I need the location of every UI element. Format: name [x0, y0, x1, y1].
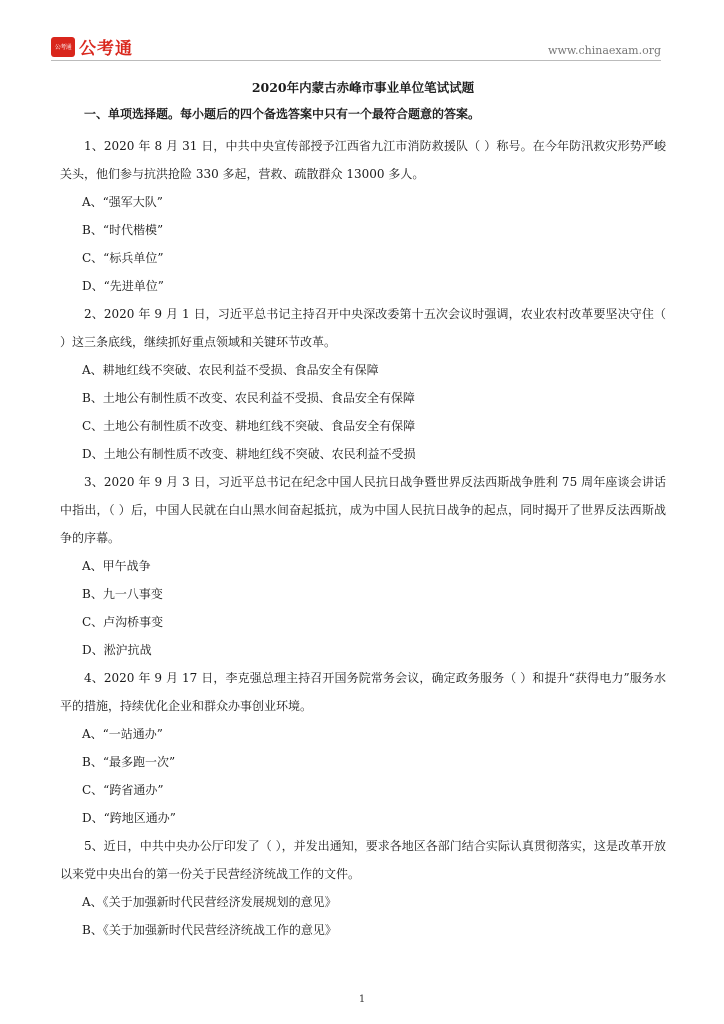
option-b: B、“时代楷模”	[82, 223, 164, 237]
document-title: 2020年内蒙古赤峰市事业单位笔试试题	[251, 80, 475, 95]
question-4	[60, 664, 666, 832]
logo[interactable]	[51, 34, 133, 59]
option-c: C、土地公有制性质不改变、耕地红线不突破、食品安全有保障	[82, 419, 416, 433]
option-c: C、“标兵单位”	[82, 251, 164, 265]
option-d: D、“跨地区通办”	[82, 811, 176, 825]
site-url[interactable]: www.chinaexam.org	[548, 44, 661, 57]
option-a: A、“一站通办”	[82, 727, 163, 741]
logo-text: 公考通	[79, 39, 133, 59]
question-1	[60, 132, 666, 300]
option-c: C、卢沟桥事变	[82, 615, 164, 629]
question-text: 1、2020 年 8 月 31 日，中共中央宣传部授予江西省九江市消防救援队（ ）称号。在今年防汛救灾形势严峻关头，他们参与抗洪抢险 330 多起，营救、疏散群众 13000 多人。	[60, 139, 666, 181]
question-text: 4、2020 年 9 月 17 日，李克强总理主持召开国务院常务会议，确定政务服务（ ）和提升“获得电力”服务水平的措施，持续优化企业和群众办事创业环境。	[60, 671, 666, 713]
header-divider	[51, 60, 661, 61]
section-heading: 一、单项选择题。每小题后的四个备选答案中只有一个最符合题意的答案。	[84, 107, 481, 121]
question-text: 3、2020 年 9 月 3 日，习近平总书记在纪念中国人民抗日战争暨世界反法西斯战争胜利 75 周年座谈会讲话中指出，（ ）后，中国人民就在白山黑水间奋起抵抗，成为中国人民抗日战争的起点，同时揭开了世界反法西斯战争的序幕。	[60, 475, 666, 545]
option-d: D、淞沪抗战	[82, 643, 152, 657]
page-number: 1	[358, 994, 366, 1005]
option-a: A、“强军大队”	[82, 195, 163, 209]
option-d: D、土地公有制性质不改变、耕地红线不突破、农民利益不受损	[82, 447, 416, 461]
option-a: A、甲午战争	[82, 559, 151, 573]
document-body	[60, 78, 666, 944]
question-text: 2、2020 年 9 月 1 日，习近平总书记主持召开中央深改委第十五次会议时强调，农业农村改革要坚决守住（ ）这三条底线，继续抓好重点领域和关键环节改革。	[60, 307, 666, 349]
option-a: A、耕地红线不突破、农民利益不受损、食品安全有保障	[82, 363, 379, 377]
question-3	[60, 468, 666, 664]
option-b: B、《关于加强新时代民营经济统战工作的意见》	[82, 923, 337, 937]
question-5	[60, 832, 666, 944]
logo-badge-icon: 公考通	[51, 37, 75, 57]
question-2	[60, 300, 666, 468]
option-b: B、“最多跑一次”	[82, 755, 176, 769]
option-a: A、《关于加强新时代民营经济发展规划的意见》	[82, 895, 337, 909]
option-b: B、土地公有制性质不改变、农民利益不受损、食品安全有保障	[82, 391, 415, 405]
question-text: 5、近日，中共中央办公厅印发了（ ），并发出通知，要求各地区各部门结合实际认真贯彻落实，这是改革开放以来党中央出台的第一份关于民营经济统战工作的文件。	[60, 839, 666, 881]
page-header	[0, 0, 724, 60]
option-b: B、九一八事变	[82, 587, 163, 601]
option-d: D、“先进单位”	[82, 279, 164, 293]
option-c: C、“跨省通办”	[82, 783, 164, 797]
